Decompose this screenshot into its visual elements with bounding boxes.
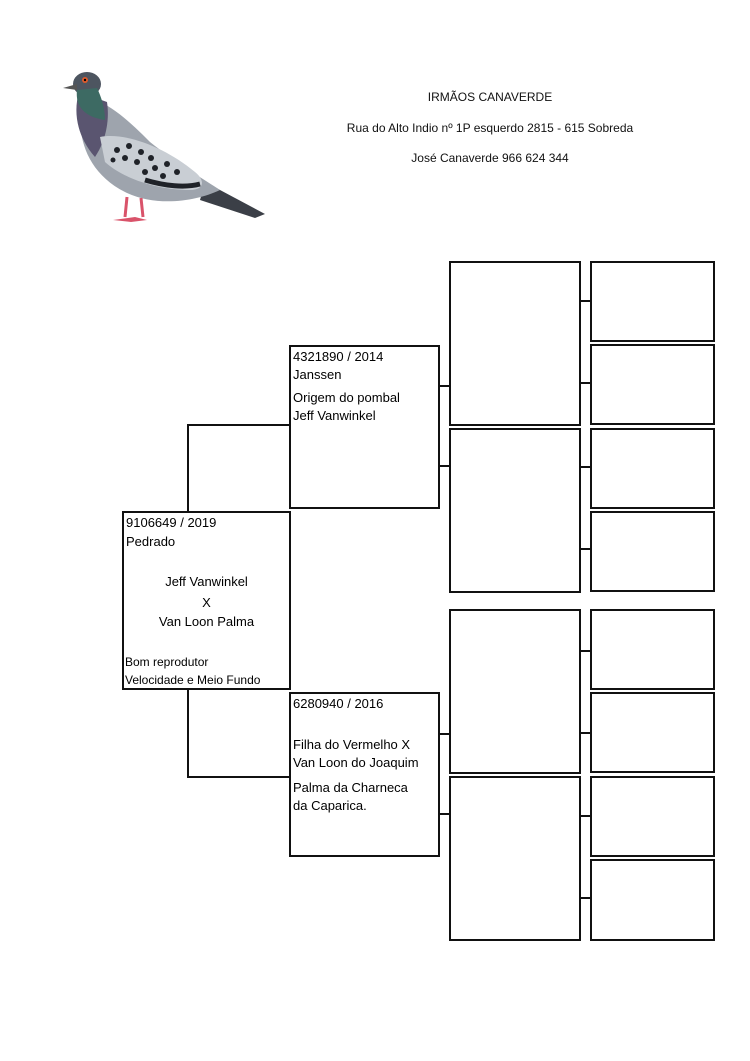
dam-desc: Filha do Vermelho X [293, 737, 411, 752]
great-grandparent-box [590, 511, 715, 592]
bird-ring: 9106649 / 2019 [126, 515, 217, 530]
breeder-contact: José Canaverde 966 624 344 [411, 151, 569, 165]
great-grandparent-box [590, 859, 715, 941]
dam-desc: da Caparica. [293, 798, 367, 813]
connector-line [187, 688, 189, 778]
sire-box [289, 345, 440, 509]
connector-line [187, 424, 189, 512]
grandparent-box [449, 428, 581, 593]
sire-origin: Origem do pombal [293, 390, 400, 405]
dam-box [289, 692, 440, 857]
cross-top: Jeff Vanwinkel [165, 574, 248, 589]
grandparent-box [449, 261, 581, 426]
great-grandparent-box [590, 344, 715, 425]
breeder-name: IRMÃOS CANAVERDE [427, 90, 553, 104]
dam-desc: Van Loon do Joaquim [293, 755, 419, 770]
dam-ring: 6280940 / 2016 [293, 696, 384, 711]
pigeon-image [55, 62, 275, 237]
great-grandparent-box [590, 776, 715, 857]
great-grandparent-box [590, 261, 715, 342]
cross-x: X [202, 595, 211, 610]
great-grandparent-box [590, 428, 715, 509]
breeder-address: Rua do Alto Indio nº 1P esquerdo 2815 - 615 Sobreda [346, 121, 634, 135]
connector-line [187, 424, 290, 426]
bird-note: Bom reprodutor [125, 655, 209, 669]
cross-bottom: Van Loon Palma [158, 614, 255, 629]
great-grandparent-box [590, 692, 715, 773]
great-grandparent-box [590, 609, 715, 690]
sire-ring: 4321890 / 2014 [293, 349, 384, 364]
bird-box [122, 511, 291, 690]
grandparent-box [449, 776, 581, 941]
sire-line: Janssen [293, 367, 342, 382]
bird-note: Velocidade e Meio Fundo [125, 673, 261, 687]
sire-origin: Jeff Vanwinkel [293, 408, 376, 423]
grandparent-box [449, 609, 581, 774]
dam-desc: Palma da Charneca [293, 780, 408, 795]
bird-color: Pedrado [126, 534, 176, 549]
connector-line [187, 776, 290, 778]
